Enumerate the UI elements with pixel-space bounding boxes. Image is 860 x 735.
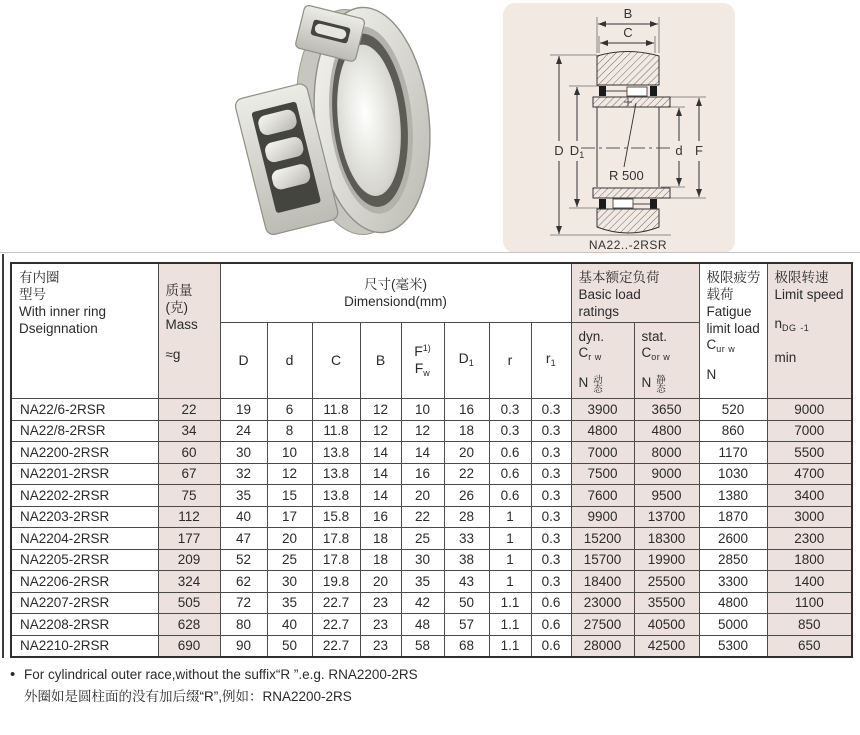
dim-label-B: B: [623, 6, 633, 21]
cell-C: 22.7: [312, 592, 360, 614]
cell-D1: 33: [444, 528, 489, 550]
cell-C: 13.8: [312, 442, 360, 464]
cell-D: 30: [220, 442, 267, 464]
header-col-d: d: [267, 323, 312, 399]
cell-d: 8: [267, 420, 312, 442]
cell-stat-load: 8000: [634, 442, 699, 464]
cell-designation: NA22/6-2RSR: [11, 399, 158, 421]
cell-limit-speed: 5500: [767, 442, 852, 464]
cell-r1: 0.3: [531, 420, 571, 442]
table-row: [11, 420, 852, 442]
cross-section-diagram-panel: [503, 3, 735, 253]
cell-mass: 60: [158, 442, 220, 464]
bearing-section: [581, 52, 670, 234]
cell-r1: 0.6: [531, 635, 571, 657]
cell-r: 1: [489, 528, 531, 550]
cross-section-diagram: [503, 3, 735, 253]
cell-fatigue-load: 3300: [699, 571, 767, 593]
dim-label-D: D: [554, 143, 564, 158]
cell-dyn-load: 15700: [571, 549, 634, 571]
cell-limit-speed: 3400: [767, 485, 852, 507]
cell-limit-speed: 650: [767, 635, 852, 657]
table-row: [11, 506, 852, 528]
page-edge-line: [2, 254, 4, 658]
cell-Fw: 20: [401, 485, 444, 507]
cell-dyn-load: 9900: [571, 506, 634, 528]
cell-mass: 75: [158, 485, 220, 507]
cell-C: 19.8: [312, 571, 360, 593]
spec-table-body: [11, 399, 852, 657]
cell-D1: 20: [444, 442, 489, 464]
table-row: [11, 463, 852, 485]
header-col-C: C: [312, 323, 360, 399]
cell-d: 20: [267, 528, 312, 550]
cell-B: 23: [360, 614, 401, 636]
cell-stat-load: 42500: [634, 635, 699, 657]
cell-mass: 177: [158, 528, 220, 550]
cell-dyn-load: 3900: [571, 399, 634, 421]
cell-C: 11.8: [312, 420, 360, 442]
cell-limit-speed: 1400: [767, 571, 852, 593]
table-row: [11, 571, 852, 593]
header-col-r: r: [489, 323, 531, 399]
cell-dyn-load: 7600: [571, 485, 634, 507]
cell-Fw: 16: [401, 463, 444, 485]
cell-r: 1: [489, 549, 531, 571]
cell-mass: 112: [158, 506, 220, 528]
diagram-caption: NA22..-2RSR: [588, 238, 668, 252]
cell-mass: 690: [158, 635, 220, 657]
cell-stat-load: 40500: [634, 614, 699, 636]
cell-fatigue-load: 860: [699, 420, 767, 442]
cell-r1: 0.3: [531, 549, 571, 571]
cell-r: 1: [489, 506, 531, 528]
cell-D1: 26: [444, 485, 489, 507]
cell-limit-speed: 3000: [767, 506, 852, 528]
header-designation: 有内圈 型号 With inner ring Dseignnation: [11, 263, 158, 399]
cell-C: 22.7: [312, 614, 360, 636]
cell-r: 0.6: [489, 442, 531, 464]
header-col-dyn: dyn. $C_{r w}$ N 动 态: [571, 323, 634, 399]
cell-r: 1: [489, 571, 531, 593]
cell-Fw: 58: [401, 635, 444, 657]
cell-stat-load: 18300: [634, 528, 699, 550]
bullet-icon: •: [10, 666, 16, 683]
header-col-r1: $r_1$: [531, 323, 571, 399]
bearing-spec-table: [10, 262, 853, 658]
cell-dyn-load: 27500: [571, 614, 634, 636]
cell-D: 52: [220, 549, 267, 571]
cell-d: 12: [267, 463, 312, 485]
cell-B: 14: [360, 442, 401, 464]
cell-mass: 324: [158, 571, 220, 593]
cell-d: 25: [267, 549, 312, 571]
cell-limit-speed: 850: [767, 614, 852, 636]
cell-designation: NA2208-2RSR: [11, 614, 158, 636]
cell-designation: NA2205-2RSR: [11, 549, 158, 571]
cell-limit-speed: 7000: [767, 420, 852, 442]
cell-D: 24: [220, 420, 267, 442]
cell-Fw: 30: [401, 549, 444, 571]
cell-D: 90: [220, 635, 267, 657]
cell-Fw: 35: [401, 571, 444, 593]
header-col-F-Fw: $F^{1)}$ $F_w$: [401, 323, 444, 399]
cell-Fw: 42: [401, 592, 444, 614]
cell-mass: 67: [158, 463, 220, 485]
cell-D1: 28: [444, 506, 489, 528]
bearing-photo: [222, 0, 494, 252]
cell-stat-load: 19900: [634, 549, 699, 571]
cell-D: 80: [220, 614, 267, 636]
cell-designation: NA2203-2RSR: [11, 506, 158, 528]
radius-leader-line: [624, 103, 636, 167]
header-fatigue: 极限疲劳 载荷 Fatigue limit load $C_{ur w}$ N: [699, 263, 767, 399]
cell-fatigue-load: 520: [699, 399, 767, 421]
cell-D1: 16: [444, 399, 489, 421]
cell-C: 17.8: [312, 528, 360, 550]
footnote-line2: 外圈如是圆柱面的没有加后缀“R”,例如：RNA2200-2RS: [24, 689, 352, 704]
cell-mass: 34: [158, 420, 220, 442]
table-row: [11, 485, 852, 507]
radius-label: R 500: [609, 168, 644, 183]
cell-C: 22.7: [312, 635, 360, 657]
cell-D: 19: [220, 399, 267, 421]
cell-fatigue-load: 5300: [699, 635, 767, 657]
cell-r: 0.6: [489, 485, 531, 507]
cell-mass: 22: [158, 399, 220, 421]
cell-dyn-load: 15200: [571, 528, 634, 550]
cell-mass: 628: [158, 614, 220, 636]
cell-fatigue-load: 4800: [699, 592, 767, 614]
cell-B: 20: [360, 571, 401, 593]
cell-stat-load: 25500: [634, 571, 699, 593]
cell-r1: 0.3: [531, 399, 571, 421]
cell-B: 18: [360, 549, 401, 571]
cell-C: 13.8: [312, 485, 360, 507]
cell-d: 17: [267, 506, 312, 528]
cell-stat-load: 35500: [634, 592, 699, 614]
cell-B: 18: [360, 528, 401, 550]
cell-D: 35: [220, 485, 267, 507]
cell-B: 12: [360, 420, 401, 442]
dim-label-C: C: [623, 25, 633, 40]
header-load-group: 基本额定负荷 Basic load ratings: [571, 263, 699, 323]
dim-label-D1: $D_1$: [569, 143, 585, 160]
cell-stat-load: 4800: [634, 420, 699, 442]
table-row: [11, 592, 852, 614]
bearing-photo-illustration: [222, 0, 494, 252]
cell-d: 6: [267, 399, 312, 421]
cell-designation: NA2202-2RSR: [11, 485, 158, 507]
cell-d: 10: [267, 442, 312, 464]
cell-B: 14: [360, 463, 401, 485]
cell-D: 62: [220, 571, 267, 593]
cell-D1: 38: [444, 549, 489, 571]
cell-d: 35: [267, 592, 312, 614]
cell-fatigue-load: 5000: [699, 614, 767, 636]
cell-limit-speed: 2300: [767, 528, 852, 550]
cell-B: 23: [360, 635, 401, 657]
cell-designation: NA2201-2RSR: [11, 463, 158, 485]
dim-label-F: F: [695, 143, 703, 158]
cell-Fw: 12: [401, 420, 444, 442]
cell-D: 72: [220, 592, 267, 614]
cell-r1: 0.6: [531, 614, 571, 636]
cell-B: 12: [360, 399, 401, 421]
cell-dyn-load: 7000: [571, 442, 634, 464]
cell-designation: NA2204-2RSR: [11, 528, 158, 550]
cell-designation: NA22/8-2RSR: [11, 420, 158, 442]
cell-r: 1.1: [489, 614, 531, 636]
cell-B: 16: [360, 506, 401, 528]
cell-r: 0.3: [489, 420, 531, 442]
cell-D1: 57: [444, 614, 489, 636]
cell-B: 23: [360, 592, 401, 614]
cell-r1: 0.3: [531, 485, 571, 507]
cell-d: 40: [267, 614, 312, 636]
cell-limit-speed: 4700: [767, 463, 852, 485]
cell-designation: NA2207-2RSR: [11, 592, 158, 614]
cell-designation: NA2210-2RSR: [11, 635, 158, 657]
cell-dyn-load: 28000: [571, 635, 634, 657]
cell-r1: 0.3: [531, 506, 571, 528]
cell-limit-speed: 1100: [767, 592, 852, 614]
header-speed: 极限转速 Limit speed $n_{DG}$ $_{-1}$ min: [767, 263, 852, 399]
cell-B: 14: [360, 485, 401, 507]
cell-r1: 0.3: [531, 442, 571, 464]
dim-label-d: d: [675, 143, 683, 158]
table-row: [11, 549, 852, 571]
footnote: [10, 664, 418, 708]
cell-r: 1.1: [489, 592, 531, 614]
cell-r: 0.6: [489, 463, 531, 485]
table-row: [11, 399, 852, 421]
cell-r1: 0.6: [531, 592, 571, 614]
cell-D1: 68: [444, 635, 489, 657]
cell-stat-load: 9000: [634, 463, 699, 485]
cell-r: 0.3: [489, 399, 531, 421]
cell-d: 50: [267, 635, 312, 657]
cell-stat-load: 9500: [634, 485, 699, 507]
cell-dyn-load: 7500: [571, 463, 634, 485]
cell-Fw: 22: [401, 506, 444, 528]
cell-Fw: 25: [401, 528, 444, 550]
cell-stat-load: 13700: [634, 506, 699, 528]
header-mass: 质量 (克) Mass ≈g: [158, 263, 220, 399]
cell-designation: NA2206-2RSR: [11, 571, 158, 593]
cell-Fw: 10: [401, 399, 444, 421]
cell-dyn-load: 4800: [571, 420, 634, 442]
cell-D1: 50: [444, 592, 489, 614]
footnote-line1: • For cylindrical outer race,without the suffix“R ”.e.g. RNA2200-2RS: [10, 664, 418, 686]
header-col-B: B: [360, 323, 401, 399]
cell-dyn-load: 18400: [571, 571, 634, 593]
cell-mass: 505: [158, 592, 220, 614]
page-divider: [0, 252, 860, 253]
cell-fatigue-load: 1030: [699, 463, 767, 485]
table-row: [11, 528, 852, 550]
cell-D1: 18: [444, 420, 489, 442]
cell-limit-speed: 1800: [767, 549, 852, 571]
cell-D: 47: [220, 528, 267, 550]
cell-fatigue-load: 1170: [699, 442, 767, 464]
cell-D: 32: [220, 463, 267, 485]
header-col-D: D: [220, 323, 267, 399]
header-col-D1: $D_1$: [444, 323, 489, 399]
cell-r1: 0.3: [531, 463, 571, 485]
cell-C: 17.8: [312, 549, 360, 571]
cell-fatigue-load: 1870: [699, 506, 767, 528]
cell-r1: 0.3: [531, 528, 571, 550]
cell-D1: 22: [444, 463, 489, 485]
cell-r1: 0.3: [531, 571, 571, 593]
cell-D: 40: [220, 506, 267, 528]
cell-Fw: 14: [401, 442, 444, 464]
cell-C: 11.8: [312, 399, 360, 421]
header-dimensions-group: 尺寸(毫米) Dimensiond(mm): [220, 263, 571, 323]
cell-r: 1.1: [489, 635, 531, 657]
cell-d: 30: [267, 571, 312, 593]
cell-designation: NA2200-2RSR: [11, 442, 158, 464]
header-col-stat: stat. $C_{or w}$ N 静 态: [634, 323, 699, 399]
cell-stat-load: 3650: [634, 399, 699, 421]
cell-C: 13.8: [312, 463, 360, 485]
table-row: [11, 614, 852, 636]
cell-d: 15: [267, 485, 312, 507]
cell-dyn-load: 23000: [571, 592, 634, 614]
cell-C: 15.8: [312, 506, 360, 528]
table-row: [11, 442, 852, 464]
cell-mass: 209: [158, 549, 220, 571]
cell-fatigue-load: 1380: [699, 485, 767, 507]
cell-fatigue-load: 2850: [699, 549, 767, 571]
cell-fatigue-load: 2600: [699, 528, 767, 550]
cell-D1: 43: [444, 571, 489, 593]
cell-limit-speed: 9000: [767, 399, 852, 421]
table-row: [11, 635, 852, 657]
cell-Fw: 48: [401, 614, 444, 636]
